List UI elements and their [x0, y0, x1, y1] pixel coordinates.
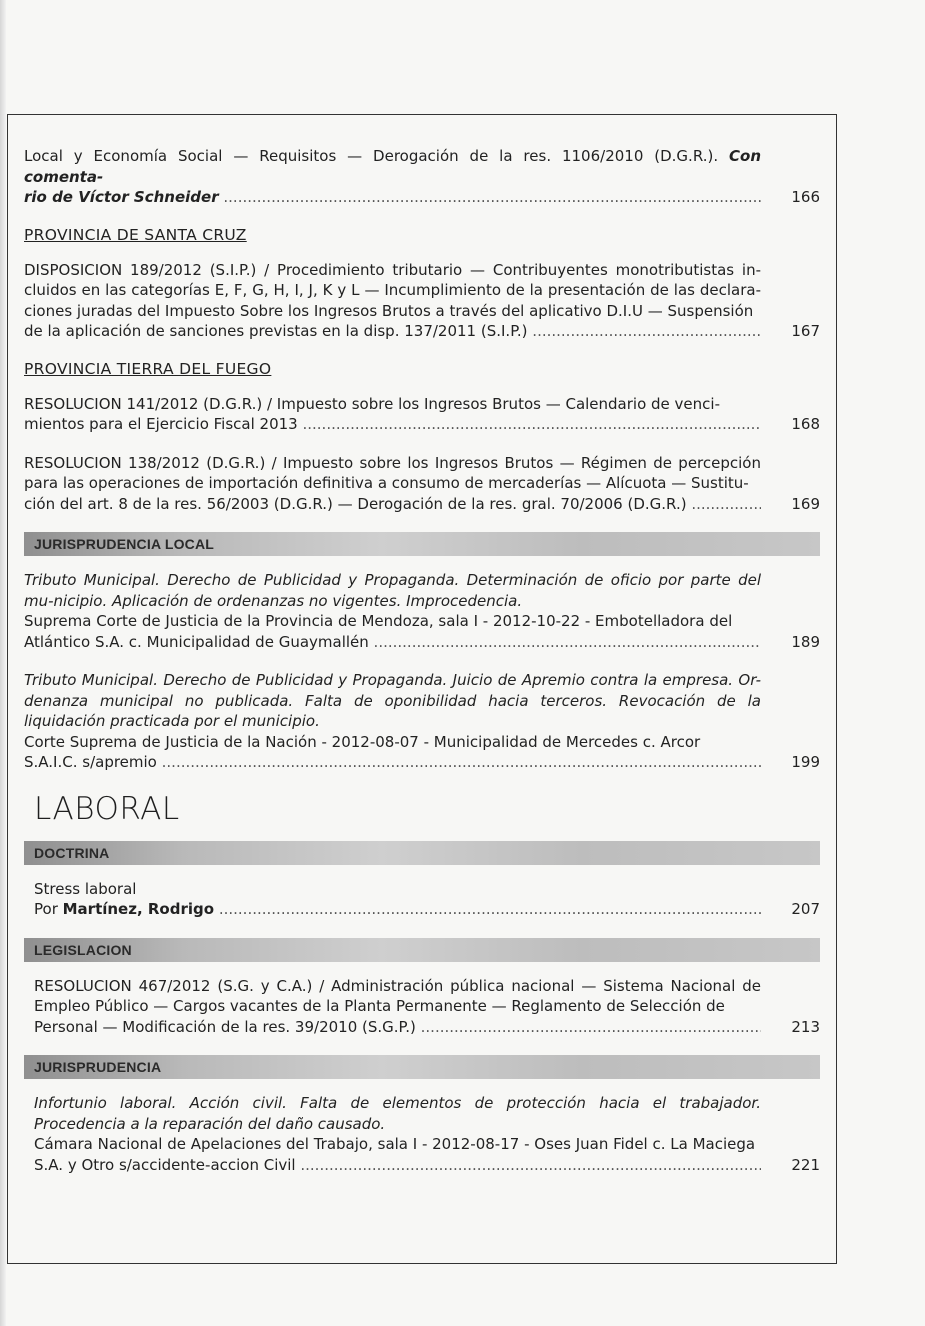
entry-title: Local y Economía Social — Requisitos — Derogación de la res. 1106/2010 (D.G.R.).	[24, 147, 729, 165]
category-label: DOCTRINA	[34, 844, 110, 861]
entry-leader-line	[24, 414, 761, 435]
entry-summary: Infortunio laboral. Acción civil. Falta de elementos de protección hacia el trabajador. Procedencia a la reparación del daño causado.	[34, 1094, 761, 1133]
page-number: 213	[791, 1017, 820, 1036]
entry-text	[34, 976, 761, 1038]
toc-entry[interactable]	[24, 570, 820, 652]
entry-title: DISPOSICION 189/2012 (S.I.P.) / Procedimiento tributario — Contribuyentes monotributistas in-cluidos en las categorías E, F, G, H, I, J, K y L — Incumplimiento de la presentación de las declara-ciones juradas del Impuesto Sobre los Ingresos Brutos a través del aplicativo D.I.U — Suspensión	[24, 260, 761, 320]
entry-title: RESOLUCION 138/2012 (D.G.R.) / Impuesto sobre los Ingresos Brutos — Régimen de percepción para las operaciones de importación definitiva a consumo de mercaderías — Alícuota — Sustitu-	[24, 453, 761, 492]
page-number: 221	[791, 1155, 820, 1174]
entry-parties: S.A.I.C. s/apremio	[24, 753, 157, 771]
entry-title-end: Personal — Modificación de la res. 39/2010 (S.G.P.)	[34, 1017, 416, 1036]
page-number: 168	[791, 415, 820, 433]
toc-entry[interactable]	[34, 976, 820, 1038]
category-label: JURISPRUDENCIA LOCAL	[34, 536, 215, 552]
entry-text	[24, 260, 761, 342]
category-label: LEGISLACION	[34, 941, 132, 958]
section-heading: PROVINCIA TIERRA DEL FUEGO	[24, 359, 272, 378]
entry-title: Stress laboral	[34, 879, 137, 898]
entry-title: RESOLUCION 141/2012 (D.G.R.) / Impuesto sobre los Ingresos Brutos — Calendario de venci-	[24, 394, 720, 413]
entry-text	[24, 453, 761, 515]
entry-leader-line	[24, 632, 761, 653]
category-band	[24, 841, 820, 865]
category-band	[24, 938, 820, 962]
toc-entry[interactable]	[34, 879, 820, 920]
toc-entry[interactable]	[24, 453, 820, 515]
toc-entry[interactable]	[24, 670, 820, 773]
entry-summary: Tributo Municipal. Derecho de Publicidad y Propaganda. Determinación de oficio por parte del mu-nicipio. Aplicación de ordenanzas no vigentes. Improcedencia.	[24, 571, 761, 610]
entry-parties: Atlántico S.A. c. Municipalidad de Guaymallén	[24, 632, 369, 651]
entry-leader-line	[24, 494, 761, 515]
category-label: JURISPRUDENCIA	[34, 1059, 162, 1075]
entry-text	[24, 570, 761, 652]
entry-text	[24, 394, 761, 435]
entry-court: Suprema Corte de Justicia de la Provincia de Mendoza, sala I - 2012-10-22 - Embotelladora del	[24, 612, 733, 630]
category-band	[24, 1055, 820, 1079]
page-number: 166	[791, 188, 820, 206]
entry-text	[24, 670, 761, 773]
entry-title-end: ción del art. 8 de la res. 56/2003 (D.G.R.) — Derogación de la res. gral. 70/2006 (D.G.R.)	[24, 494, 687, 513]
page-number: 199	[791, 753, 820, 771]
entry-leader-line	[34, 1155, 761, 1176]
entry-court: Cámara Nacional de Apelaciones del Trabajo, sala I - 2012-08-17 - Oses Juan Fidel c. La Maciega	[34, 1135, 756, 1153]
page-number: 169	[791, 494, 820, 513]
entry-title-end: mientos para el Ejercicio Fiscal 2013	[24, 415, 298, 433]
entry-title-end: de la aplicación de sanciones previstas en la disp. 137/2011 (S.I.P.)	[24, 322, 528, 340]
entry-court: Corte Suprema de Justicia de la Nación - 2012-08-07 - Municipalidad de Mercedes c. Arcor	[24, 732, 701, 751]
category-band	[24, 532, 820, 556]
entry-title: RESOLUCION 467/2012 (S.G. y C.A.) / Administración pública nacional — Sistema Nacional de Empleo Público — Cargos vacantes de la Planta Permanente — Reglamento de Selección de	[34, 976, 761, 1015]
section-heading: PROVINCIA DE SANTA CRUZ	[24, 225, 247, 244]
entry-comment-author: rio de Víctor Schneider	[24, 188, 219, 206]
entry-text	[24, 146, 761, 208]
toc-entry[interactable]	[24, 260, 820, 342]
chapter-title: LABORAL	[34, 790, 180, 827]
author-name: Martínez, Rodrigo	[62, 900, 215, 918]
entry-summary: Tributo Municipal. Derecho de Publicidad y Propaganda. Juicio de Apremio contra la empresa. Or-denanza municipal no publicada. Falta de oponibilidad hacia terceros. Revocación de la liquidación practicada por el municipio.	[24, 671, 761, 730]
entry-leader-line	[24, 187, 761, 208]
entry-text	[34, 1093, 761, 1175]
page-edge-shadow	[0, 0, 6, 1326]
table-of-contents	[24, 146, 820, 1193]
entry-text	[34, 879, 761, 920]
entry-comment-lead: Con comenta-	[24, 147, 761, 186]
entry-leader-line	[34, 899, 761, 920]
toc-entry[interactable]	[34, 1093, 820, 1175]
page-number: 189	[791, 632, 820, 651]
author-prefix: Por	[34, 900, 63, 918]
page-number: 167	[791, 322, 820, 340]
entry-parties: S.A. y Otro s/accidente-accion Civil	[34, 1155, 296, 1174]
entry-leader-line	[24, 321, 761, 342]
toc-entry[interactable]	[24, 146, 820, 208]
toc-entry[interactable]	[24, 394, 820, 435]
entry-leader-line	[24, 752, 761, 773]
page-number: 207	[791, 900, 820, 918]
entry-leader-line	[34, 1017, 761, 1038]
